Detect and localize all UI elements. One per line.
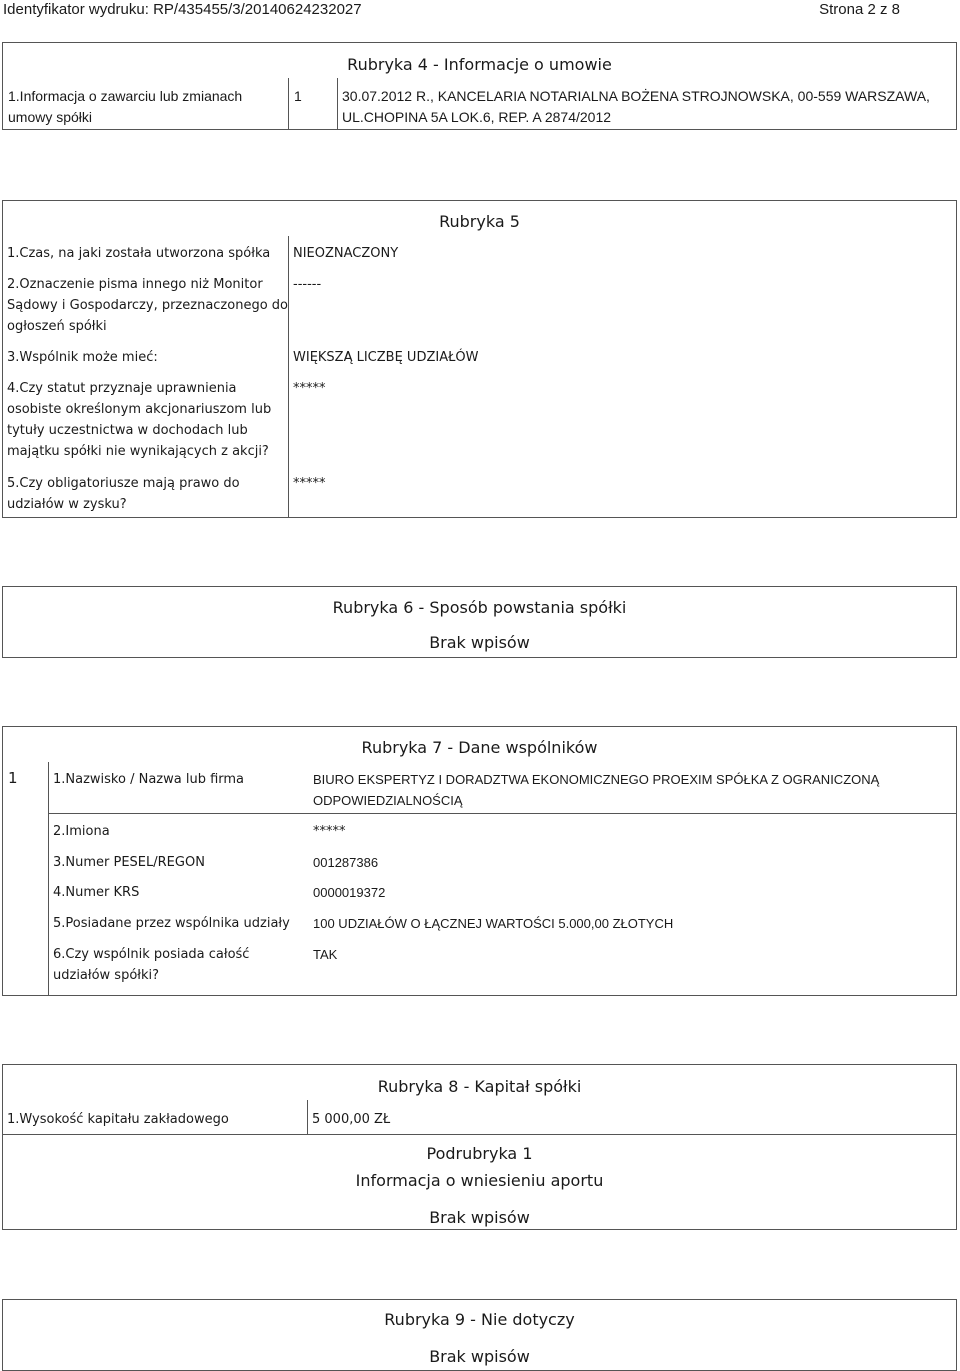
field-value: ***** bbox=[293, 476, 326, 491]
field-label-line: 3.Wspólnik może mieć: bbox=[7, 350, 158, 365]
field-label-line: ogłoszeń spółki bbox=[7, 319, 107, 334]
field-label-line: 2.Imiona bbox=[53, 824, 110, 839]
field-label-line: 5.Czy obligatoriusze mają prawo do bbox=[7, 476, 240, 491]
field-value-line: 30.07.2012 R., KANCELARIA NOTARIALNA BOŻENA STROJNOWSKA, 00-559 WARSZAWA, bbox=[342, 88, 930, 104]
section-title: Rubryka 8 - Kapitał spółki bbox=[377, 1077, 582, 1096]
field-label-line: 1.Nazwisko / Nazwa lub firma bbox=[53, 772, 245, 787]
field-label-line: 1.Informacja o zawarciu lub zmianach bbox=[8, 88, 243, 104]
field-value-line: 100 UDZIAŁÓW O ŁĄCZNEJ WARTOŚCI 5.000,00 ZŁOTYCH bbox=[313, 916, 674, 931]
field-value-line: TAK bbox=[313, 947, 338, 962]
field-label-line: udziałów spółki? bbox=[53, 968, 160, 983]
empty-entries-text: Brak wpisów bbox=[429, 1347, 530, 1366]
field-label-line: 4.Numer KRS bbox=[53, 885, 140, 900]
field-label-line: 4.Czy statut przyznaje uprawnienia bbox=[7, 381, 237, 396]
field-label-line: Sądowy i Gospodarczy, przeznaczonego do bbox=[7, 298, 288, 313]
field-label-line: 6.Czy wspólnik posiada całość bbox=[53, 947, 250, 962]
section-title: Rubryka 6 - Sposób powstania spółki bbox=[332, 598, 627, 617]
field-value: 5 000,00 ZŁ bbox=[312, 1112, 391, 1127]
field-label-line: osobiste określonym akcjonariuszom lub bbox=[7, 402, 272, 417]
field-label: 1.Wysokość kapitału zakładowego bbox=[7, 1112, 229, 1127]
field-value-line: 0000019372 bbox=[313, 885, 386, 900]
field-value: ***** bbox=[293, 381, 326, 396]
field-value-line: 001287386 bbox=[313, 855, 379, 870]
empty-entries-text: Brak wpisów bbox=[429, 633, 530, 652]
field-value-line: ODPOWIEDZIALNOŚCIĄ bbox=[313, 793, 463, 808]
section-title: Rubryka 7 - Dane wspólników bbox=[361, 738, 598, 757]
field-label-line: 2.Oznaczenie pisma innego niż Monitor bbox=[7, 277, 263, 292]
field-value-line: ***** bbox=[313, 824, 346, 839]
field-label-line: udziałów w zysku? bbox=[7, 497, 127, 512]
page-number: Strona 2 z 8 bbox=[819, 1, 900, 18]
field-value: WIĘKSZĄ LICZBĘ UDZIAŁÓW bbox=[293, 350, 479, 365]
print-identifier: Identyfikator wydruku: RP/435455/3/20140624232027 bbox=[3, 1, 362, 18]
field-value-line: UL.CHOPINA 5A LOK.6, REP. A 2874/2012 bbox=[342, 109, 612, 125]
field-value: ------ bbox=[293, 277, 322, 292]
empty-entries-text: Brak wpisów bbox=[429, 1208, 530, 1227]
section-title: Rubryka 9 - Nie dotyczy bbox=[384, 1310, 575, 1329]
field-label-line: 3.Numer PESEL/REGON bbox=[53, 855, 205, 870]
field-label-line: majątku spółki nie wynikających z akcji? bbox=[7, 444, 269, 459]
field-value-line: BIURO EKSPERTYZ I DORADZTWA EKONOMICZNEGO PROEXIM SPÓŁKA Z OGRANICZONĄ bbox=[313, 772, 880, 787]
section-title: Rubryka 4 - Informacje o umowie bbox=[347, 55, 612, 74]
subsection-title: Podrubryka 1 bbox=[426, 1144, 533, 1163]
field-label-line: tytuły uczestnictwa w dochodach lub bbox=[7, 423, 248, 438]
field-label-line: umowy spółki bbox=[8, 109, 93, 125]
entry-number: 1 bbox=[8, 769, 18, 787]
field-label-line: 5.Posiadane przez wspólnika udziały bbox=[53, 916, 290, 931]
subsection-name: Informacja o wniesieniu aportu bbox=[355, 1171, 604, 1190]
field-label-line: 1.Czas, na jaki została utworzona spółka bbox=[7, 246, 271, 261]
field-value: NIEOZNACZONY bbox=[293, 246, 399, 261]
section-title: Rubryka 5 bbox=[439, 212, 520, 231]
entry-number: 1 bbox=[294, 88, 302, 104]
